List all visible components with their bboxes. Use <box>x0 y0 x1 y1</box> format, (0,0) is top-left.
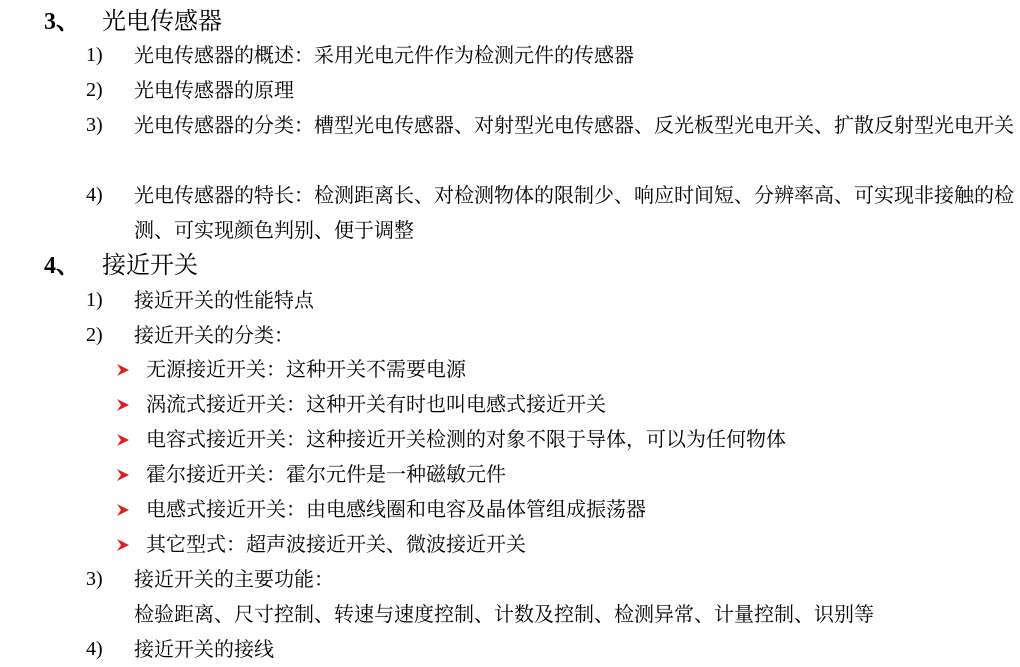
item-number: 4) <box>86 638 103 660</box>
sub-list-item <box>116 457 506 492</box>
arrow-bullet-icon <box>116 468 130 482</box>
sub-item-text: 电容式接近开关：这种接近开关检测的对象不限于导体，可以为任何物体 <box>146 427 786 451</box>
item-text: 光电传感器的概述：采用光电元件作为检测元件的传感器 <box>134 43 634 67</box>
list-item <box>86 108 1014 143</box>
sub-list-item <box>116 387 606 422</box>
section-title: 光电传感器 <box>102 7 222 35</box>
item-text: 接近开关的分类： <box>134 323 294 347</box>
arrow-bullet-icon <box>116 398 130 412</box>
item-text: 光电传感器的分类：槽型光电传感器、对射型光电传感器、反光板型光电开关、扩散反射型光电开关 <box>134 113 1014 137</box>
item-number: 1) <box>86 289 103 311</box>
item-number: 1) <box>86 44 103 66</box>
item-text: 接近开关的接线 <box>134 637 274 661</box>
section-number: 3、 <box>44 9 80 35</box>
arrow-bullet-icon <box>116 503 130 517</box>
functions-text: 检验距离、尺寸控制、转速与速度控制、计数及控制、检测异常、计量控制、识别等 <box>134 602 874 626</box>
list-item <box>86 318 1014 353</box>
section-4-heading <box>44 248 198 283</box>
sub-item-text: 电感式接近开关：由电感线圈和电容及晶体管组成振荡器 <box>146 497 646 521</box>
item-text: 光电传感器的原理 <box>134 78 294 102</box>
list-item <box>86 178 1014 248</box>
list-item <box>86 283 1014 318</box>
section-number: 4、 <box>44 253 80 279</box>
sub-list-item <box>116 492 646 527</box>
sub-list-item <box>116 352 466 387</box>
item-text: 光电传感器的特长：检测距离长、对检测物体的限制少、响应时间短、分辨率高、可实现非接触的检测、可实现颜色判别、便于调整 <box>134 183 1014 242</box>
arrow-bullet-icon <box>116 538 130 552</box>
list-item <box>86 73 1014 108</box>
item-number: 4) <box>86 184 103 206</box>
section-title: 接近开关 <box>102 251 198 279</box>
sub-item-text: 无源接近开关：这种开关不需要电源 <box>146 357 466 381</box>
sub-item-text: 其它型式：超声波接近开关、微波接近开关 <box>146 532 526 556</box>
item-number: 2) <box>86 324 103 346</box>
item-text: 接近开关的性能特点 <box>134 288 314 312</box>
list-item <box>86 38 1014 73</box>
item-number: 2) <box>86 79 103 101</box>
list-item <box>86 562 1014 597</box>
sub-list-item <box>116 527 526 562</box>
item-number: 3) <box>86 568 103 590</box>
item-number: 3) <box>86 114 103 136</box>
item-text: 接近开关的主要功能： <box>134 567 334 591</box>
list-item <box>86 632 1014 667</box>
arrow-bullet-icon <box>116 363 130 377</box>
sub-item-text: 涡流式接近开关：这种开关有时也叫电感式接近开关 <box>146 392 606 416</box>
sub-list-item <box>116 422 786 457</box>
sub-item-text: 霍尔接近开关：霍尔元件是一种磁敏元件 <box>146 462 506 486</box>
arrow-bullet-icon <box>116 433 130 447</box>
section-3-heading <box>44 4 222 39</box>
